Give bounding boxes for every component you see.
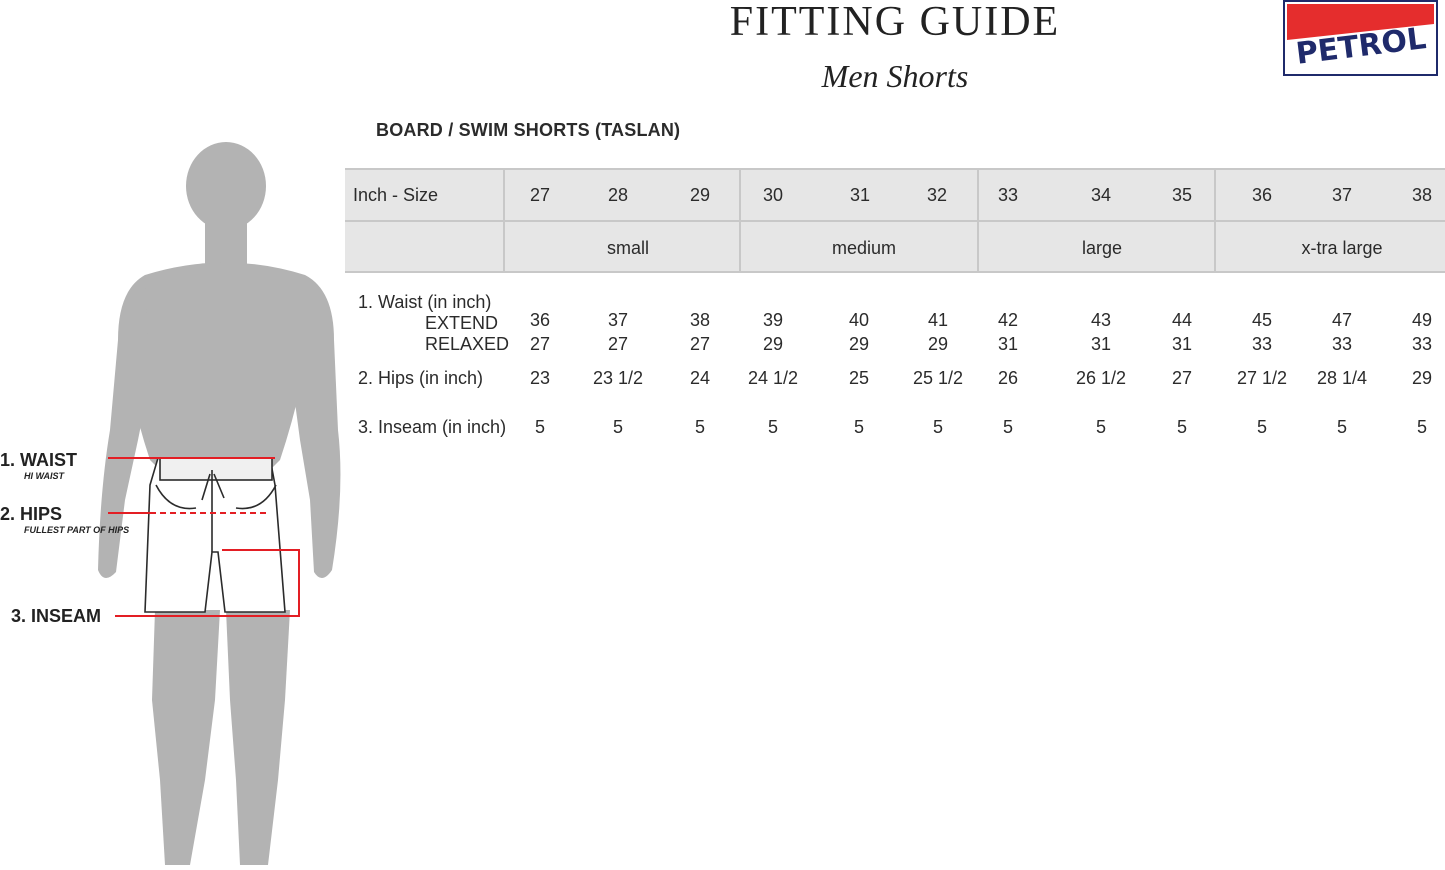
hips-cell: 28 1/4 — [1316, 368, 1368, 388]
extend-cell: 43 — [1090, 310, 1112, 330]
relaxed-cell: 31 — [1171, 334, 1193, 354]
hips-cell: 24 1/2 — [747, 368, 799, 388]
relaxed-cell: 33 — [1411, 334, 1433, 354]
inseam-label: 3. INSEAM — [11, 606, 102, 626]
inseam-cell: 5 — [1336, 417, 1348, 437]
logo-text: PETROL — [1294, 21, 1429, 72]
inseam-cell: 5 — [694, 417, 706, 437]
hips-cell: 25 1/2 — [912, 368, 964, 388]
table-bottom-border — [345, 271, 1445, 273]
extend-cell: 41 — [927, 310, 949, 330]
inseam-cell: 5 — [1002, 417, 1014, 437]
extend-cell: 39 — [762, 310, 784, 330]
size-cell: 34 — [1090, 185, 1112, 205]
group-cell-medium: medium — [831, 238, 897, 258]
extend-cell: 42 — [997, 310, 1019, 330]
size-cell: 33 — [997, 185, 1019, 205]
hips-cell: 23 — [529, 368, 551, 388]
inseam-cell: 5 — [767, 417, 779, 437]
size-cell: 30 — [762, 185, 784, 205]
brand-logo — [1283, 0, 1438, 76]
hips-cell: 26 1/2 — [1075, 368, 1127, 388]
relaxed-cell: 27 — [689, 334, 711, 354]
size-cell: 36 — [1251, 185, 1273, 205]
hips-cell: 27 1/2 — [1236, 368, 1288, 388]
inseam-cell: 5 — [932, 417, 944, 437]
size-cell: 35 — [1171, 185, 1193, 205]
waist-sublabel: HI WAIST — [24, 471, 64, 481]
extend-cell: 47 — [1331, 310, 1353, 330]
inseam-cell: 5 — [853, 417, 865, 437]
relaxed-cell: 33 — [1251, 334, 1273, 354]
column-divider — [977, 169, 979, 271]
hips-label: 2. HIPS — [0, 504, 63, 524]
waist-row-label: 1. Waist (in inch) — [358, 292, 492, 312]
relaxed-cell: 29 — [762, 334, 784, 354]
inseam-cell: 5 — [1416, 417, 1428, 437]
column-divider — [739, 169, 741, 271]
section-title: BOARD / SWIM SHORTS (TASLAN) — [376, 120, 681, 140]
column-divider — [1214, 169, 1216, 271]
group-cell-large: large — [1081, 238, 1123, 258]
relaxed-label: RELAXED — [425, 334, 510, 354]
extend-cell: 45 — [1251, 310, 1273, 330]
relaxed-cell: 29 — [927, 334, 949, 354]
inseam-row-label: 3. Inseam (in inch) — [358, 417, 507, 437]
extend-cell: 44 — [1171, 310, 1193, 330]
hips-cell: 25 — [848, 368, 870, 388]
group-cell-xlarge: x-tra large — [1301, 238, 1383, 258]
hips-sublabel: FULLEST PART OF HIPS — [24, 525, 130, 535]
extend-label: EXTEND — [425, 313, 499, 333]
size-cell: 29 — [689, 185, 711, 205]
hips-cell: 26 — [997, 368, 1019, 388]
relaxed-cell: 33 — [1331, 334, 1353, 354]
page-title: FITTING GUIDE — [729, 0, 1061, 45]
hips-row-label: 2. Hips (in inch) — [358, 368, 484, 388]
relaxed-cell: 27 — [529, 334, 551, 354]
waist-label: 1. WAIST — [0, 450, 78, 470]
size-header-row — [345, 169, 1445, 220]
group-cell-small: small — [606, 238, 650, 258]
inseam-cell: 5 — [1176, 417, 1188, 437]
extend-cell: 49 — [1411, 310, 1433, 330]
size-cell: 28 — [607, 185, 629, 205]
inseam-cell: 5 — [612, 417, 624, 437]
extend-cell: 37 — [607, 310, 629, 330]
relaxed-cell: 31 — [1090, 334, 1112, 354]
hips-cell: 29 — [1411, 368, 1433, 388]
extend-cell: 36 — [529, 310, 551, 330]
table-top-border — [345, 168, 1445, 170]
extend-cell: 38 — [689, 310, 711, 330]
hips-cell: 24 — [689, 368, 711, 388]
relaxed-cell: 29 — [848, 334, 870, 354]
inseam-cell: 5 — [534, 417, 546, 437]
hips-cell: 27 — [1171, 368, 1193, 388]
size-cell: 32 — [926, 185, 948, 205]
size-cell: 37 — [1331, 185, 1353, 205]
size-cell: 27 — [529, 185, 551, 205]
size-cell: 31 — [849, 185, 871, 205]
relaxed-cell: 31 — [997, 334, 1019, 354]
size-cell: 38 — [1411, 185, 1433, 205]
inseam-cell: 5 — [1095, 417, 1107, 437]
hips-cell: 23 1/2 — [592, 368, 644, 388]
page-subtitle: Men Shorts — [821, 58, 969, 94]
column-divider — [503, 169, 505, 271]
relaxed-cell: 27 — [607, 334, 629, 354]
extend-cell: 40 — [848, 310, 870, 330]
inseam-cell: 5 — [1256, 417, 1268, 437]
table-mid-border — [345, 220, 1445, 222]
size-label: Inch - Size — [353, 185, 439, 205]
